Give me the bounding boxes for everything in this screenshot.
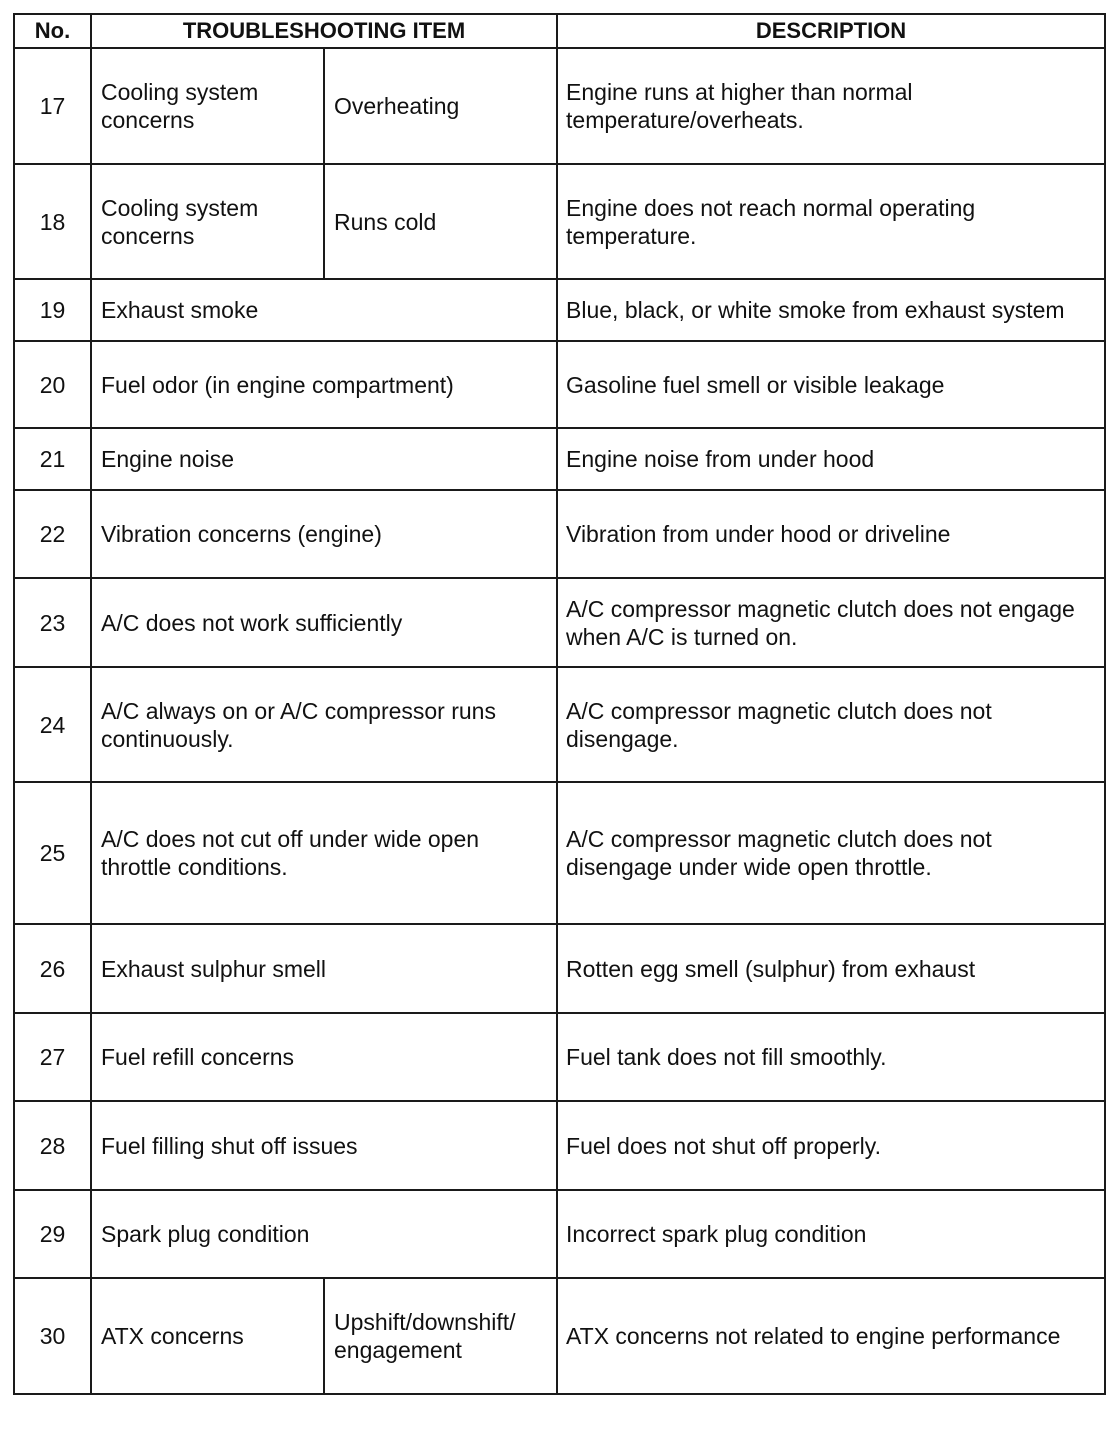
table-row — [14, 490, 1105, 578]
table-row — [14, 428, 1105, 490]
description: A/C compressor magnetic clutch does not disengage under wide open throttle. — [557, 782, 1105, 924]
row-number: 25 — [14, 782, 91, 924]
troubleshooting-item: Exhaust sulphur smell — [91, 924, 557, 1013]
table-row — [14, 341, 1105, 428]
row-number: 24 — [14, 667, 91, 782]
header-row — [14, 14, 1105, 48]
row-number: 23 — [14, 578, 91, 667]
troubleshooting-table — [13, 13, 1106, 1395]
table-row — [14, 578, 1105, 667]
row-number: 30 — [14, 1278, 91, 1394]
table-row — [14, 1013, 1105, 1101]
table-row — [14, 48, 1105, 164]
description: Engine runs at higher than normal temperature/overheats. — [557, 48, 1105, 164]
troubleshooting-item: Vibration concerns (engine) — [91, 490, 557, 578]
description: Fuel tank does not fill smoothly. — [557, 1013, 1105, 1101]
description: A/C compressor magnetic clutch does not engage when A/C is turned on. — [557, 578, 1105, 667]
description: Engine does not reach normal operating temperature. — [557, 164, 1105, 279]
row-number: 28 — [14, 1101, 91, 1190]
header-no: No. — [14, 14, 91, 48]
row-number: 21 — [14, 428, 91, 490]
row-number: 18 — [14, 164, 91, 279]
row-number: 17 — [14, 48, 91, 164]
troubleshooting-item: Exhaust smoke — [91, 279, 557, 341]
description: ATX concerns not related to engine performance — [557, 1278, 1105, 1394]
row-number: 26 — [14, 924, 91, 1013]
description: Blue, black, or white smoke from exhaust system — [557, 279, 1105, 341]
description: Fuel does not shut off properly. — [557, 1101, 1105, 1190]
troubleshooting-item: Spark plug condition — [91, 1190, 557, 1278]
table-row — [14, 1190, 1105, 1278]
table-row — [14, 164, 1105, 279]
troubleshooting-item: A/C does not cut off under wide open throttle conditions. — [91, 782, 557, 924]
troubleshooting-subitem: Upshift/downshift/ engagement — [324, 1278, 557, 1394]
troubleshooting-item: ATX concerns — [91, 1278, 324, 1394]
table-row — [14, 1278, 1105, 1394]
table-row — [14, 667, 1105, 782]
troubleshooting-item: Fuel filling shut off issues — [91, 1101, 557, 1190]
description: Incorrect spark plug condition — [557, 1190, 1105, 1278]
troubleshooting-subitem: Overheating — [324, 48, 557, 164]
troubleshooting-item: A/C does not work sufficiently — [91, 578, 557, 667]
troubleshooting-item: Engine noise — [91, 428, 557, 490]
table-row — [14, 924, 1105, 1013]
row-number: 29 — [14, 1190, 91, 1278]
table-row — [14, 1101, 1105, 1190]
header-troubleshooting-item: TROUBLESHOOTING ITEM — [91, 14, 557, 48]
row-number: 22 — [14, 490, 91, 578]
row-number: 27 — [14, 1013, 91, 1101]
troubleshooting-item: A/C always on or A/C compressor runs continuously. — [91, 667, 557, 782]
header-description: DESCRIPTION — [557, 14, 1105, 48]
row-number: 19 — [14, 279, 91, 341]
description: Rotten egg smell (sulphur) from exhaust — [557, 924, 1105, 1013]
table-row — [14, 782, 1105, 924]
troubleshooting-item: Fuel refill concerns — [91, 1013, 557, 1101]
description: Engine noise from under hood — [557, 428, 1105, 490]
troubleshooting-item: Fuel odor (in engine compartment) — [91, 341, 557, 428]
description: Vibration from under hood or driveline — [557, 490, 1105, 578]
troubleshooting-item: Cooling system concerns — [91, 164, 324, 279]
table-row — [14, 279, 1105, 341]
description: A/C compressor magnetic clutch does not disengage. — [557, 667, 1105, 782]
row-number: 20 — [14, 341, 91, 428]
description: Gasoline fuel smell or visible leakage — [557, 341, 1105, 428]
troubleshooting-item: Cooling system concerns — [91, 48, 324, 164]
troubleshooting-subitem: Runs cold — [324, 164, 557, 279]
